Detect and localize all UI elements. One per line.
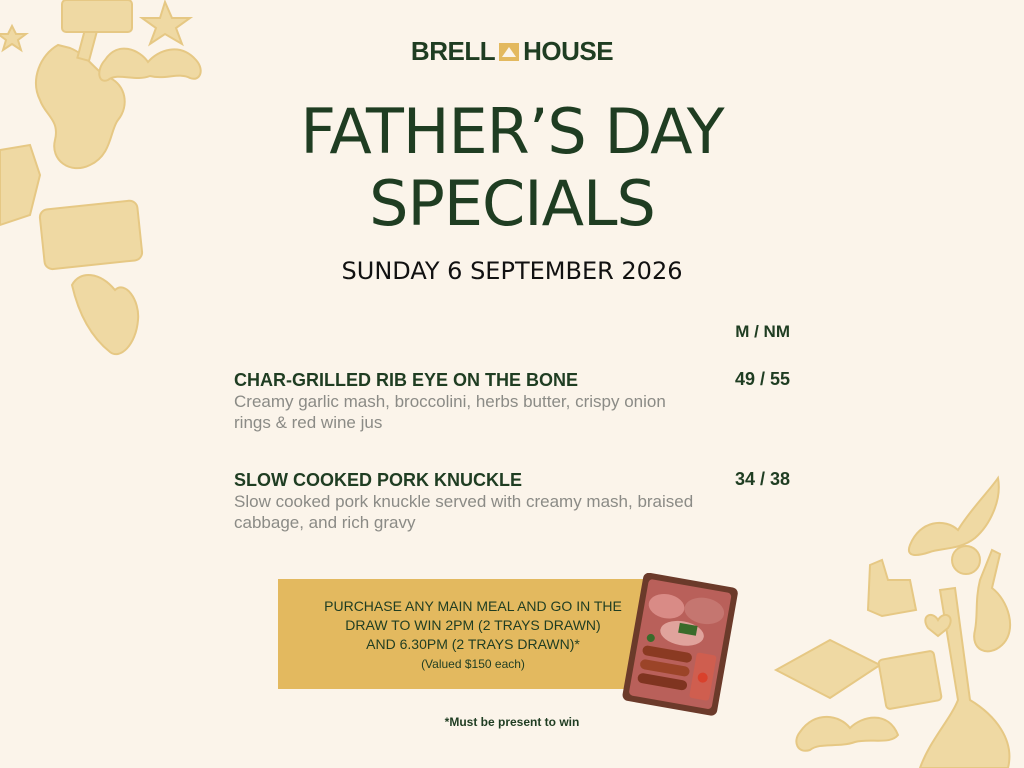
brand-left: BRELL: [410, 36, 496, 66]
meat-tray-image: [620, 573, 738, 717]
menu-item-price: 49 / 55: [734, 369, 790, 389]
photo-frame-icon: [62, 0, 132, 32]
menu-item-name: SLOW COOKED PORK KNUCKLE: [234, 470, 522, 490]
title-line-1: FATHER’S DAY: [300, 95, 724, 168]
title-line-2: SPECIALS: [369, 167, 655, 240]
book-icon: [776, 640, 880, 698]
menu-item: [234, 469, 794, 533]
promo-value: (Valued $150 each): [421, 657, 525, 671]
page-title: [0, 96, 1024, 240]
brand-emblem-icon: [497, 41, 521, 63]
menu-item: [234, 369, 794, 433]
event-date: SUNDAY 6 SEPTEMBER 2026: [341, 257, 683, 285]
menu-item-description: Slow cooked pork knuckle served with creamy mash, braised cabbage, and rich gravy: [234, 492, 694, 532]
fine-print: *Must be present to win: [444, 715, 580, 729]
price-column-header: M / NM: [735, 322, 790, 341]
brand-right: HOUSE: [523, 36, 614, 66]
promo-line-3: AND 6.30PM (2 TRAYS DRAWN)*: [366, 636, 580, 652]
promo-banner: [278, 579, 656, 689]
promo-line-1: PURCHASE ANY MAIN MEAL AND GO IN THE: [324, 598, 622, 614]
promo-text: [278, 597, 668, 654]
promo-line-2: DRAW TO WIN 2PM (2 TRAYS DRAWN): [345, 617, 601, 633]
smiley-icon: [952, 546, 980, 574]
cowboy-hat-icon: [72, 275, 138, 354]
thumbs-up-icon: [868, 560, 916, 616]
menu-item-name: CHAR-GRILLED RIB EYE ON THE BONE: [234, 370, 579, 390]
menu-item-price: 34 / 38: [734, 469, 790, 489]
brand-logo: [0, 36, 1024, 67]
menu-item-description: Creamy garlic mash, broccolini, herbs butter, crispy onion rings & red wine jus: [234, 392, 666, 432]
mustache-icon: [909, 478, 999, 555]
card-icon: [878, 651, 942, 710]
